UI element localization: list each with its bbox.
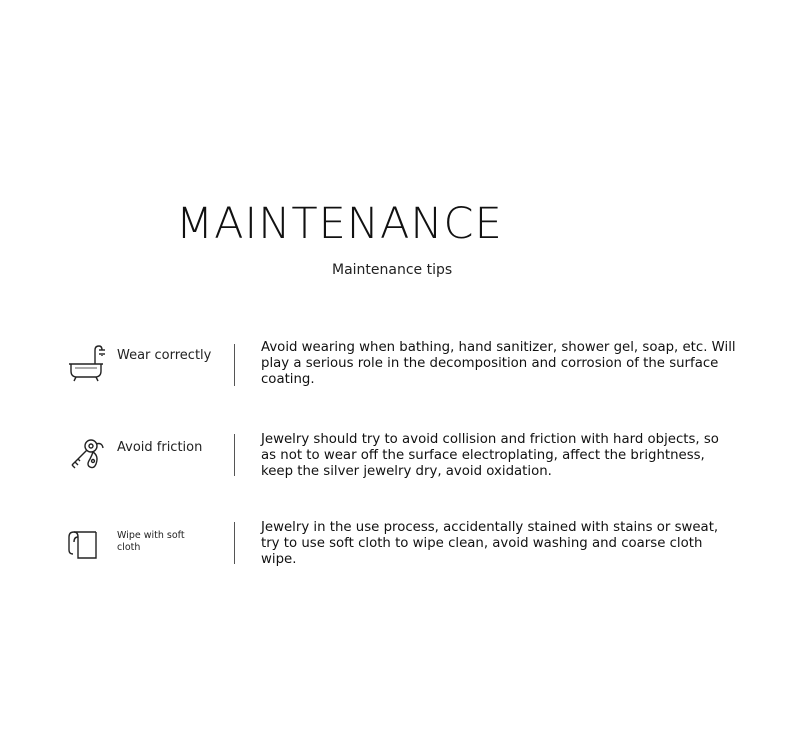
tip-description: Jewelry in the use process, accidentally stained with stains or sweat, try to use soft cloth to wipe clean, avoid washing and coarse cloth wipe. [261,520,719,567]
tip-label: Wipe with soft cloth [117,530,185,553]
divider [234,522,235,564]
keys-icon [66,434,106,474]
divider [234,434,235,476]
cloth-icon [66,528,106,568]
tip-description: Avoid wearing when bathing, hand sanitizer, shower gel, soap, etc. Will play a serious role in the decomposition and corrosion of the surface coating. [261,340,736,387]
tip-label: Avoid friction [117,440,203,455]
page-title: MAINTENANCE [176,199,503,249]
bathtub-icon [66,342,106,382]
page-subtitle: Maintenance tips [332,262,453,278]
divider [234,344,235,386]
tip-description: Jewelry should try to avoid collision and friction with hard objects, so as not to wear off the surface electroplating, affect the brightness, keep the silver jewelry dry, avoid oxidation. [261,432,719,479]
tip-label: Wear correctly [117,348,212,363]
